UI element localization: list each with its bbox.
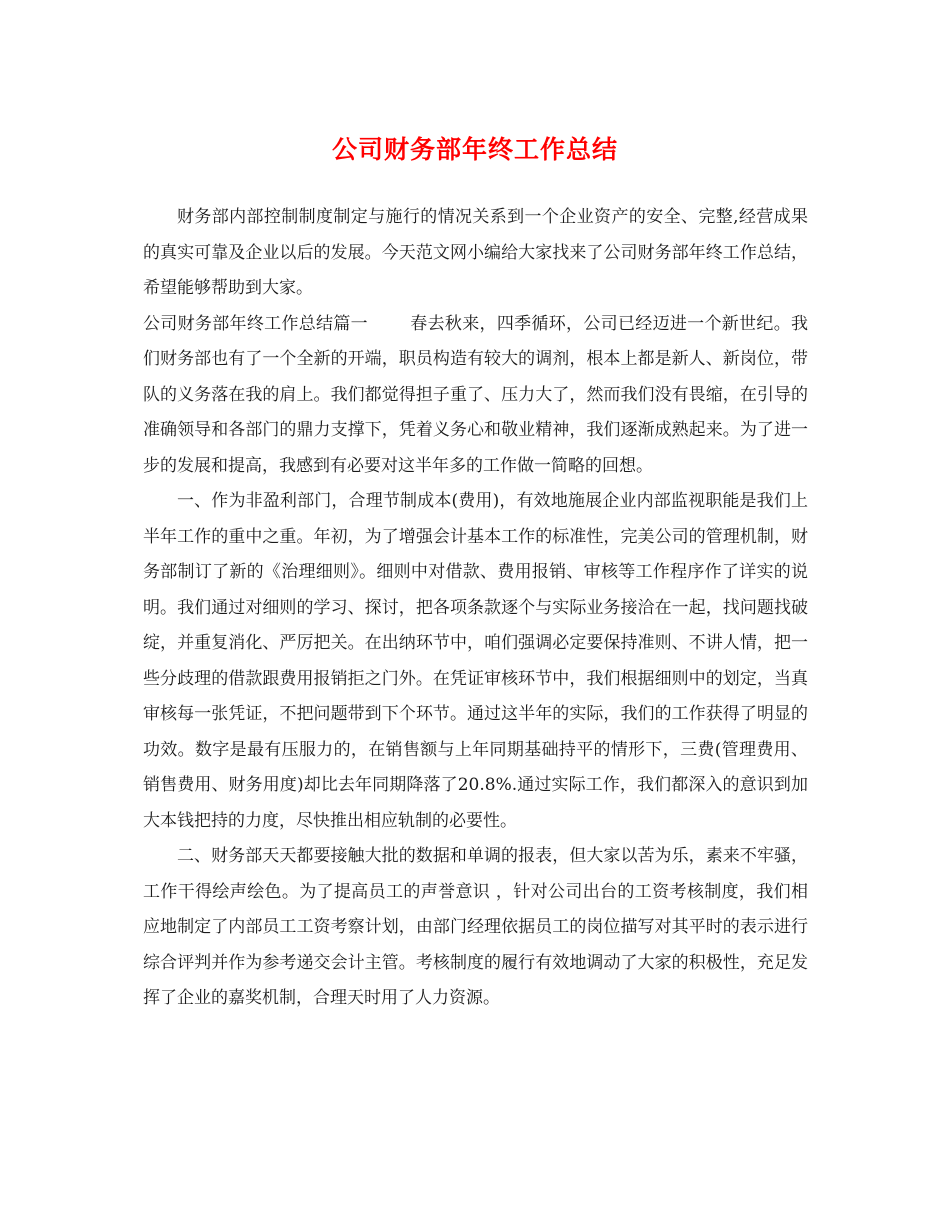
document-title: 公司财务部年终工作总结 [331,135,618,164]
intro-paragraph: 财务部内部控制制度制定与施行的情况关系到一个企业资产的安全、完整,经营成果的真实可靠及企业以后的发展。今天范文网小编给大家找来了公司财务部年终工作总结，希望能够帮助到大家。 [143,207,808,298]
paragraph-two: 二、财务部天天都要接触大批的数据和单调的报表，但大家以苦为乐，素来不牢骚，工作干得绘声绘色。为了提高员工的声誉意识 ，针对公司出台的工资考核制度，我们相应地制定了内部员工工资考察计划，由部门经理依据员工的岗位描写对其平时的表示进行综合评判并作为参考递交会计主管。考核制度的履行有效地调动了大家的积极性，充足发挥了企业的嘉奖机制，合理天时用了人力资源。 [143,846,808,1008]
paragraph-one: 一、作为非盈利部门，合理节制成本(费用)，有效地施展企业内部监视职能是我们上半年工作的重中之重。年初，为了增强会计基本工作的标准性，完美公司的管理机制，财务部制订了新的《治理细则》。细则中对借款、费用报销、审核等工作程序作了详实的说明。我们通过对细则的学习、探讨，把各项条款逐个与实际业务接洽在一起，找问题找破绽，并重复消化、严厉把关。在出纳环节中，咱们强调必定要保持准则、不讲人情，把一些分歧理的借款跟费用报销拒之门外。在凭证审核环节中，我们根据细则中的划定，当真审核每一张凭证，不把问题带到下个环节。通过这半年的实际，我们的工作获得了明显的功效。数字是最有压服力的，在销售额与上年同期基础持平的情形下，三费(管理费用、销售费用、财务用度)却比去年同期降落了20.8%.通过实际工作，我们都深入的意识到加大本钱把持的力度，尽快推出相应轨制的必要性。 [143,491,808,831]
section-heading: 公司财务部年终工作总结篇一 [143,313,368,334]
document-body [143,200,808,1017]
section-paragraph [143,307,808,485]
section-body-text: 春去秋来，四季循环，公司已经迈进一个新世纪。我们财务部也有了一个全新的开端，职员构造有较大的调剂，根本上都是新人、新岗位，带队的义务落在我的肩上。我们都觉得担子重了、压力大了，然而我们没有畏缩，在引导的准确领导和各部门的鼎力支撑下，凭着义务心和敬业精神，我们逐渐成熟起来。为了进一步的发展和提高，我感到有必要对这半年多的工作做一简略的回想。 [143,313,809,476]
